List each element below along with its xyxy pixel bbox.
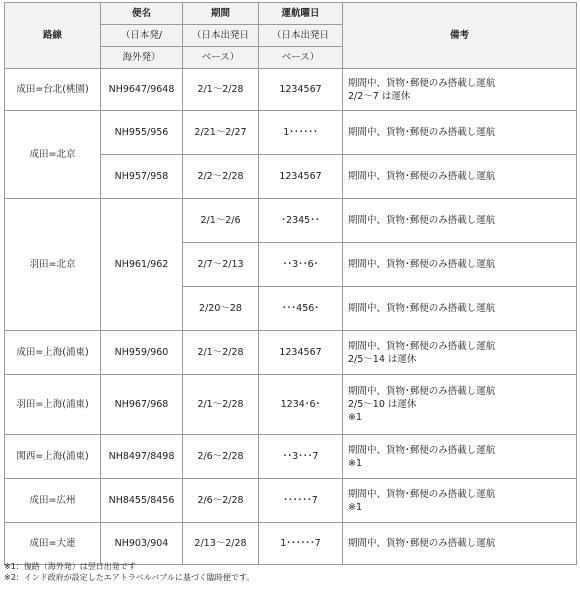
table-row [5, 199, 577, 243]
remarks-line: 2/2～7 は運休 [348, 90, 411, 102]
remarks-line: 期間中、貨物･郵便のみ搭載し運航 [348, 340, 496, 352]
days-cell: ･･3･･･7 [259, 435, 343, 479]
remarks-cell [343, 69, 577, 111]
route-cell: 成田=上海(浦東) [5, 331, 101, 375]
period-cell: 2/1～2/6 [183, 199, 259, 243]
remarks-cell [343, 479, 577, 523]
days-cell: 1234･6･ [259, 375, 343, 435]
route-cell: 成田=北京 [5, 111, 101, 199]
header-period-sub1: （日本出発日 [183, 25, 259, 47]
period-cell: 2/6～2/28 [183, 479, 259, 523]
table-row [5, 523, 577, 565]
footnotes [4, 561, 254, 583]
flight-cell: NH903/904 [101, 523, 183, 565]
period-cell: 2/6～2/28 [183, 435, 259, 479]
route-cell: 関西=上海(浦東) [5, 435, 101, 479]
days-cell: 1･･････ [259, 111, 343, 155]
period-cell: 2/2～2/28 [183, 155, 259, 199]
remarks-cell [343, 435, 577, 479]
remarks-line: 期間中、貨物･郵便のみ搭載し運航 [348, 259, 496, 270]
period-cell: 2/20～28 [183, 287, 259, 331]
period-cell: 2/1～2/28 [183, 331, 259, 375]
remarks-cell [343, 199, 577, 243]
remarks-line: 期間中、貨物･郵便のみ搭載し運航 [348, 444, 496, 456]
remarks-line: ※1 [348, 457, 363, 469]
route-cell: 成田=台北(桃園) [5, 69, 101, 111]
remarks-line: 期間中、貨物･郵便のみ搭載し運航 [348, 488, 496, 500]
period-cell: 2/13～2/28 [183, 523, 259, 565]
table-row [5, 69, 577, 111]
header-flight-sub1: （日本発/ [101, 25, 183, 47]
route-cell: 成田=大連 [5, 523, 101, 565]
header-flight-sub2: 海外発） [101, 47, 183, 69]
header-period-sub2: ベース） [183, 47, 259, 69]
remarks-line: 期間中、貨物･郵便のみ搭載し運航 [348, 538, 496, 549]
flight-cell: NH8497/8498 [101, 435, 183, 479]
days-cell: ･2345･･ [259, 199, 343, 243]
remarks-line: 期間中、貨物･郵便のみ搭載し運航 [348, 303, 496, 314]
header-route: 路線 [5, 3, 101, 69]
header-days-sub2: ベース） [259, 47, 343, 69]
header-flight: 便名 [101, 3, 183, 25]
days-cell: 1234567 [259, 69, 343, 111]
route-cell: 成田=広州 [5, 479, 101, 523]
period-cell: 2/1～2/28 [183, 69, 259, 111]
route-cell: 羽田=上海(浦東) [5, 375, 101, 435]
days-cell: ･･3･･6･ [259, 243, 343, 287]
table-row [5, 375, 577, 435]
remarks-line: 2/5～10 は運休 [348, 399, 417, 410]
remarks-cell [343, 111, 577, 155]
flight-cell: NH961/962 [101, 199, 183, 331]
remarks-line: 期間中、貨物･郵便のみ搭載し運航 [348, 127, 496, 138]
header-remarks: 備考 [343, 3, 577, 69]
remarks-line: 期間中、貨物･郵便のみ搭載し運航 [348, 171, 496, 182]
days-cell: 1234567 [259, 331, 343, 375]
flight-cell: NH955/956 [101, 111, 183, 155]
days-cell: ･･･456･ [259, 287, 343, 331]
remarks-line: 2/5～14 は運休 [348, 353, 417, 365]
remarks-line: 期間中、貨物･郵便のみ搭載し運航 [348, 215, 496, 226]
table-row [5, 435, 577, 479]
remarks-line: ※1 [348, 501, 363, 513]
remarks-cell [343, 243, 577, 287]
route-cell: 羽田=北京 [5, 199, 101, 331]
flight-cell: NH967/968 [101, 375, 183, 435]
remarks-line: ※1 [348, 412, 363, 423]
period-cell: 2/1～2/28 [183, 375, 259, 435]
table-row [5, 111, 577, 155]
header-period: 期間 [183, 3, 259, 25]
flight-cell: NH8455/8456 [101, 479, 183, 523]
flight-cell: NH959/960 [101, 331, 183, 375]
remarks-cell [343, 287, 577, 331]
remarks-line: 期間中、貨物･郵便のみ搭載し運航 [348, 77, 496, 89]
table-row [5, 479, 577, 523]
period-cell: 2/7～2/13 [183, 243, 259, 287]
table-row [5, 331, 577, 375]
footnote-1: ※1：復路（海外発）は翌日出発です [4, 562, 136, 571]
remarks-cell [343, 155, 577, 199]
flight-cell: NH9647/9648 [101, 69, 183, 111]
header-days-sub1: （日本出発日 [259, 25, 343, 47]
remarks-cell [343, 375, 577, 435]
days-cell: 1･･････7 [259, 523, 343, 565]
days-cell: ･･････7 [259, 479, 343, 523]
remarks-cell [343, 331, 577, 375]
footnote-2: ※2：インド政府が設定したエアトラベルバブルに基づく臨時便です。 [4, 573, 255, 582]
flight-schedule-table [4, 2, 577, 565]
period-cell: 2/21～2/27 [183, 111, 259, 155]
remarks-line: 期間中、貨物･郵便のみ搭載し運航 [348, 386, 496, 397]
header-days: 運航曜日 [259, 3, 343, 25]
remarks-cell [343, 523, 577, 565]
days-cell: 1234567 [259, 155, 343, 199]
flight-cell: NH957/958 [101, 155, 183, 199]
